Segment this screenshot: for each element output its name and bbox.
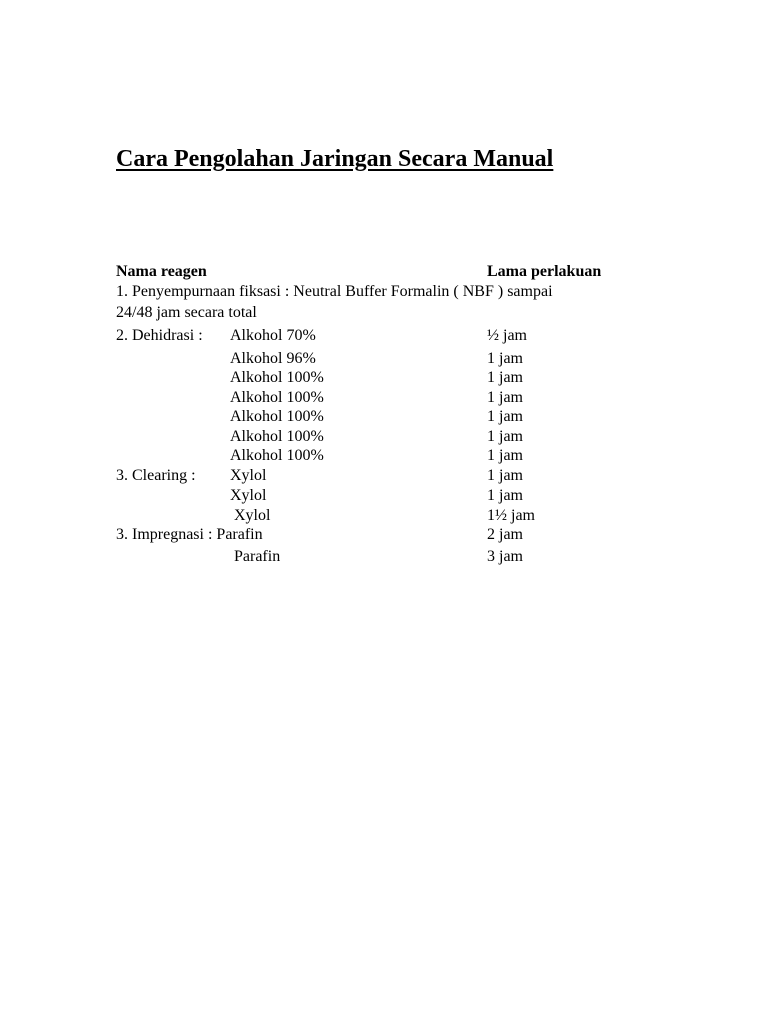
- dehydration-duration: 1 jam: [487, 350, 523, 367]
- dehydration-duration: ½ jam: [487, 327, 527, 344]
- clearing-reagent: Xylol: [230, 467, 267, 484]
- clearing-reagent: Xylol: [234, 507, 271, 524]
- dehydration-duration: 1 jam: [487, 408, 523, 425]
- step1-line1: 1. Penyempurnaan fiksasi : Neutral Buffer Formalin ( NBF ) sampai: [116, 283, 553, 300]
- page-title: Cara Pengolahan Jaringan Secara Manual: [116, 146, 554, 172]
- impregnation-duration: 2 jam: [487, 526, 523, 543]
- step-impregnation-label: 3. Impregnasi : Parafin: [116, 526, 263, 543]
- dehydration-reagent: Alkohol 96%: [230, 350, 316, 367]
- dehydration-reagent: Alkohol 100%: [230, 369, 324, 386]
- impregnation-reagent: Parafin: [234, 548, 281, 565]
- dehydration-duration: 1 jam: [487, 389, 523, 406]
- clearing-duration: 1 jam: [487, 487, 523, 504]
- clearing-duration: 1 jam: [487, 467, 523, 484]
- clearing-reagent: Xylol: [230, 487, 267, 504]
- dehydration-reagent: Alkohol 70%: [230, 327, 316, 344]
- header-reagent-name: Nama reagen: [116, 263, 207, 280]
- step-clearing-label: 3. Clearing :: [116, 467, 196, 484]
- dehydration-reagent: Alkohol 100%: [230, 428, 324, 445]
- impregnation-duration: 3 jam: [487, 548, 523, 565]
- dehydration-reagent: Alkohol 100%: [230, 447, 324, 464]
- clearing-duration: 1½ jam: [487, 507, 535, 524]
- dehydration-reagent: Alkohol 100%: [230, 408, 324, 425]
- dehydration-duration: 1 jam: [487, 447, 523, 464]
- step-dehydration-label: 2. Dehidrasi :: [116, 327, 203, 344]
- dehydration-reagent: Alkohol 100%: [230, 389, 324, 406]
- header-treatment-duration: Lama perlakuan: [487, 263, 602, 280]
- step1-line2: 24/48 jam secara total: [116, 304, 257, 321]
- dehydration-duration: 1 jam: [487, 428, 523, 445]
- dehydration-duration: 1 jam: [487, 369, 523, 386]
